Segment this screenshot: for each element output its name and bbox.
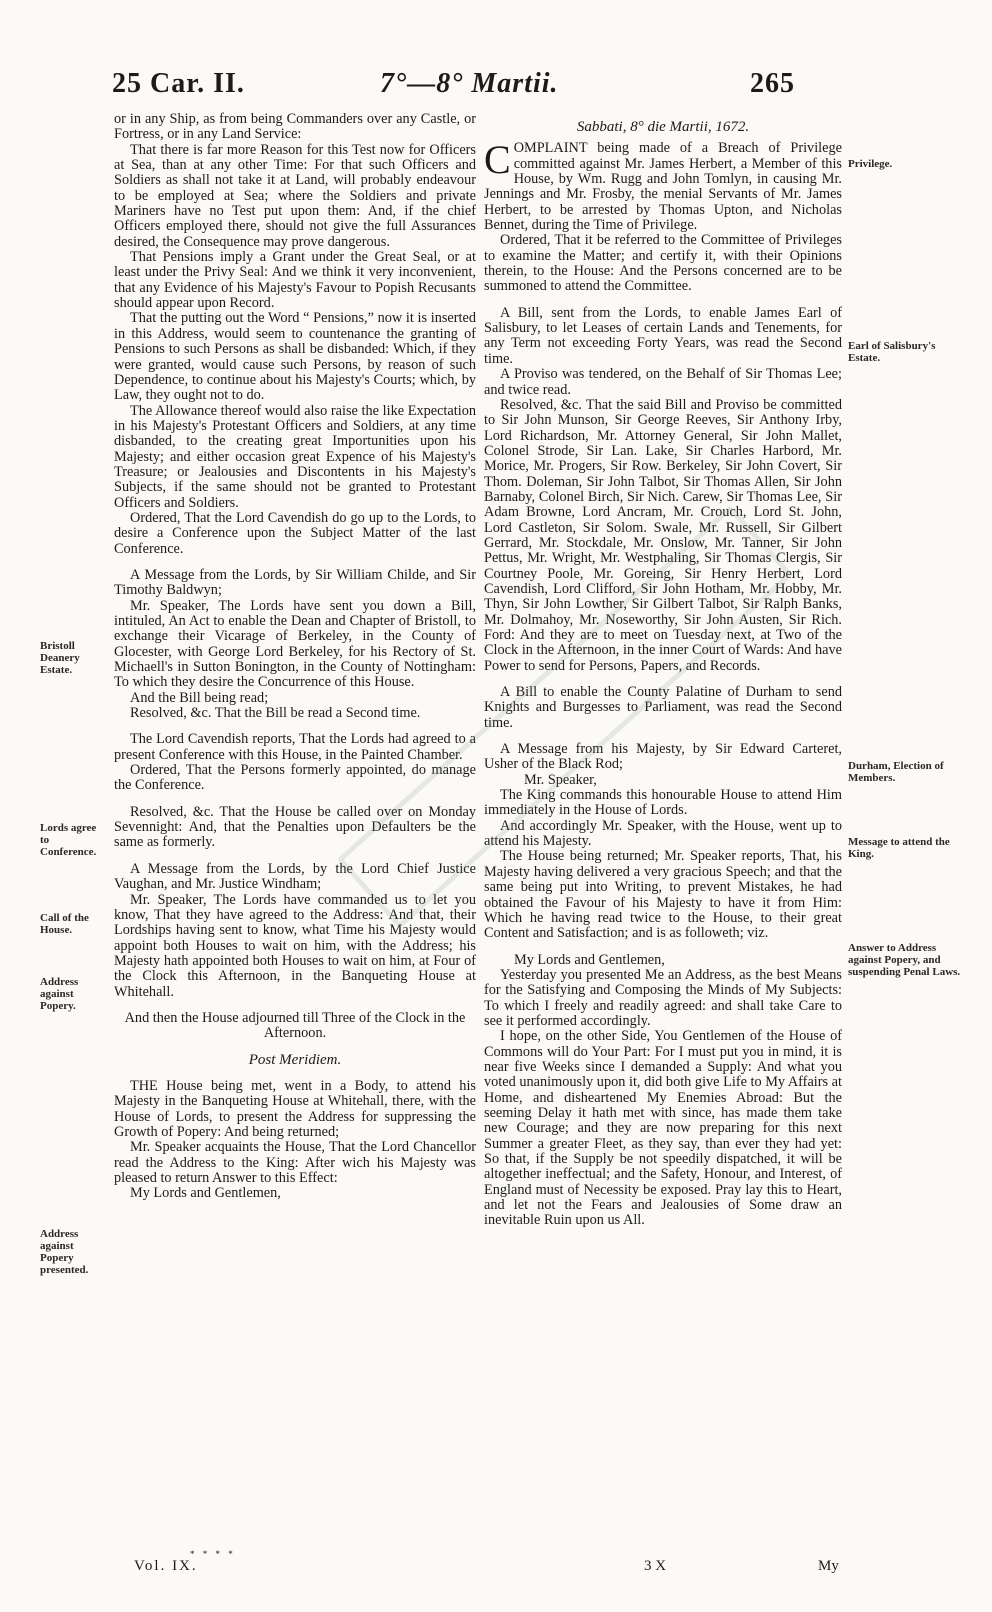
paragraph: My Lords and Gentlemen, <box>514 951 665 968</box>
margin-note: Lords agree to Conference. <box>40 822 97 858</box>
paragraph: That Pensions imply a Grant under the Great Seal, or at least under the Privy Seal: And we think it very inconvenient, that any Evidence of his Majesty's Favour to Popish Recusants should appear upon Record. <box>114 249 476 312</box>
margin-note: Answer to Address against Popery, and suspending Penal Laws. <box>848 942 961 978</box>
paragraph: Mr. Speaker, The Lords have commanded us to let you know, That they have agreed to the Address: And that, their Lordships having sent to know, what Time his Majesty would appoint both Houses to wait on him, with the Address; his Majesty hath appointed both Houses to wait on him, at Four of the Clock this Afternoon, in the Banqueting House at Whitehall. <box>114 891 476 1000</box>
paragraph: A Bill to enable the County Palatine of Durham to send Knights and Burgesses to Parliament, was read the Second time. <box>484 684 842 731</box>
left-column <box>114 112 476 1202</box>
paragraph: The House being returned; Mr. Speaker reports, That, his Majesty having delivered a very gracious Speech; and that the same being put into Writing, to prevent Mistakes, he had obtained the Favour of his Majesty to have it from Him: Which he having read twice to the House, to their great Content and Satisfaction; and is as followeth; viz. <box>484 848 842 942</box>
paragraph: A Message from the Lords, by Sir William Childe, and Sir Timothy Baldwyn; <box>114 566 476 599</box>
paragraph: Resolved, &c. That the House be called over on Monday Sevennight: And, that the Penalties upon Defaulters be the same as formerly. <box>114 803 476 851</box>
margin-note: Privilege. <box>848 158 893 170</box>
paragraph: That the putting out the Word “ Pensions,” now it is inserted in this Address, would seem to countenance the granting of Pensions to such Persons as shall be disbanded: Which, if they were granted, would cause such Persons, by reason of such Dependence, to continue about his Majesty's Courts; which, by Law, they ought not to do. <box>114 310 476 404</box>
paragraph: That there is far more Reason for this Test now for Officers at Sea, than at any other Time: For that such Officers and Soldiers as shall not take it at Land, will probably endeavour to be employed at Sea; where the Soldiers and private Mariners have no Test put upon them: And, if the chief Officers employed there, should not give the full Assurances desired, the Consequence may prove dangerous. <box>114 141 476 250</box>
paragraph: The Allowance thereof would also raise the like Expectation in his Majesty's Protestant Officers and Soldiers, at any time disbanded, to the creating great Importunities upon his Majesty; and either occasion great Expence of his Majesty's Treasure; or Jealousies and Discontents in his Majesty's Subjects, if the same should not be granted to Protestant Officers and Soldiers. <box>114 402 476 511</box>
paragraph: A Message from his Majesty, by Sir Edward Carteret, Usher of the Black Rod; <box>484 741 842 773</box>
paragraph: Ordered, That the Lord Cavendish do go up to the Lords, to desire a Conference upon the Subject Matter of the last Conference. <box>114 509 476 557</box>
margin-note: Bristoll Deanery Estate. <box>40 640 80 676</box>
running-header <box>112 68 857 112</box>
signature-mark: 3 X <box>644 1558 667 1574</box>
paragraph-text: OMPLAINT being made of a Breach of Privilege committed against Mr. James Herbert, a Member of this House, by Wm. Rugg and John Tomlyn, in causing Mr. Jennings and Mr. Frosby, the menial Servants of Mr. James Herbert, to be arrested by Thomas Upton, and Nicholas Bennet, during the Time of Privilege. <box>484 140 842 234</box>
paragraph: Mr. Speaker, <box>524 771 597 788</box>
date-heading: Sabbati, 8° die Martii, 1672. <box>576 119 750 135</box>
paragraph: Mr. Speaker acquaints the House, That the Lord Chancellor read the Address to the King: After wich his Majesty was pleased to return Answer to this Effect: <box>114 1139 476 1186</box>
volume-number: Vol. IX. <box>134 1558 198 1574</box>
page-number: 265 <box>750 68 795 99</box>
paragraph: And then the House adjourned till Three of the Clock in the Afternoon. <box>124 1009 466 1042</box>
margin-note: Message to attend the King. <box>848 836 950 860</box>
paragraph: Resolved, &c. That the said Bill and Proviso be committed to Sir John Munson, Sir George Reeves, Sir Anthony Irby, Lord Richardson, Mr. Attorney General, Sir John Mallet, Colonel Strode, Sir Lan. Lake, Sir Charles Harbord, Mr. Morice, Mr. Progers, Sir Row. Berkeley, Sir John Covert, Sir Thom. Doleman, Sir John Talbot, Sir Thomas Allen, Sir John Barnaby, Colonel Birch, Sir Nich. Carew, Sir Thomas Lee, Sir Adam Browne, Lord Ancram, Mr. Crouch, Lord St. John, Lord Castleton, Sir Solom. Swale, Mr. Russell, Sir Gilbert Gerrard, Mr. Stockdale, Mr. Onslow, Mr. Tanner, Sir John Pettus, Mr. Wright, Mr. Westphaling, Sir Thomas Clergis, Sir Courtney Poole, Mr. Goreing, Sir Henry Herbert, Lord Cavendish, Lord Clifford, Sir John Hotham, Mr. Hobby, Mr. Thyn, Sir John Lowther, Sir Gilbert Talbot, Sir Ralph Banks, Mr. Dolmahoy, Mr. Noseworthy, Sir John Austen, Sir Rich. Ford: And they are to meet on Tuesday next, at Two of the Clock in the Afternoon, in the inner Court of Wards: And have Power to send for Persons, Papers, and Records. <box>484 396 842 674</box>
margin-note: Durham, Election of Members. <box>848 760 944 784</box>
paragraph: The Lord Cavendish reports, That the Lords had agreed to a present Conference with this House, in the Painted Chamber. <box>114 731 476 763</box>
paragraph: My Lords and Gentlemen, <box>130 1185 281 1202</box>
header-date: 7°—8° Martii. <box>380 68 559 99</box>
paragraph: A Bill, sent from the Lords, to enable James Earl of Salisbury, to let Leases of certain Lands and Tenements, for any Term not exceeding Forty Years, was read the Second time. <box>484 304 842 367</box>
margin-note: Call of the House. <box>40 912 89 936</box>
paragraph: Ordered, That the Persons formerly appointed, do manage the Conference. <box>114 762 476 794</box>
paragraph: I hope, on the other Side, You Gentlemen of the House of Commons will do Your Part: For I must put you in mind, it is near five Weeks since I demanded a Supply: And what you voted unanimously upon it, did both give Life to My Affairs at Home, and disheartened My Enemies Abroad: But the seeming Delay it hath met with since, has made them take new Courage; and they are now preparing for this next Summer a greater Fleet, as they say, than ever they had yet: So that, if the Supply be not speedily dispatched, it will be altogether ineffectual; and the Safety, Honour, and Interest, of England must of Necessity be exposed. Pray lay this to Heart, and let not the Fears and Jealousies of Some draw an inevitable Ruin upon us All. <box>484 1028 842 1229</box>
paragraph: THE House being met, went in a Body, to attend his Majesty in the Banqueting House at Whitehall, there, with the House of Lords, to present the Address for suppressing the Growth of Popery: And being returned; <box>114 1077 476 1140</box>
header-regnal-year: 25 Car. II. <box>112 68 245 99</box>
paragraph: And the Bill being read; <box>130 689 269 706</box>
paragraph: A Proviso was tendered, on the Behalf of Sir Thomas Lee; and twice read. <box>484 366 842 398</box>
catchword: My <box>818 1558 839 1574</box>
paragraph: Ordered, That it be referred to the Committee of Privileges to examine the Matter; and certify it, with their Opinions therein, to the House: And the Persons concerned are to be summoned to attend the Committee. <box>484 232 842 295</box>
section-heading: Post Meridiem. <box>248 1051 342 1068</box>
paragraph: Mr. Speaker, The Lords have sent you down a Bill, intituled, An Act to enable the Dean and Chapter of Bristoll, to exchange their Vicarage of Berkeley, in the County of Glocester, with George Lord Berkeley, for his Rectory of St. Michaell's in Sutton Bonington, in the County of Nottingham: To which they desire the Concurrence of this House. <box>114 597 476 691</box>
margin-note: Earl of Salisbury's Estate. <box>848 340 936 364</box>
drop-cap: C <box>484 137 511 183</box>
printer-stars: * * * * <box>190 1549 236 1559</box>
margin-note: Address against Popery presented. <box>40 1228 89 1276</box>
paragraph: Resolved, &c. That the Bill be read a Second time. <box>130 705 421 722</box>
paragraph: The King commands this honourable House to attend Him immediately in the House of Lords. <box>484 787 842 819</box>
margin-note: Address against Popery. <box>40 976 79 1012</box>
paragraph: Yesterday you presented Me an Address, as the best Means for the Satisfying and Composing the Minds of My Subjects: To which I freely and readily agreed: and shall take Care to see it performed accordingly. <box>484 966 842 1029</box>
paragraph: A Message from the Lords, by the Lord Chief Justice Vaughan, and Mr. Justice Windham; <box>114 860 476 893</box>
paragraph: And accordingly Mr. Speaker, with the House, went up to attend his Majesty. <box>484 817 842 850</box>
paragraph: or in any Ship, as from being Commanders over any Castle, or Fortress, or in any Land Service: <box>114 111 476 143</box>
paragraph <box>484 137 842 234</box>
